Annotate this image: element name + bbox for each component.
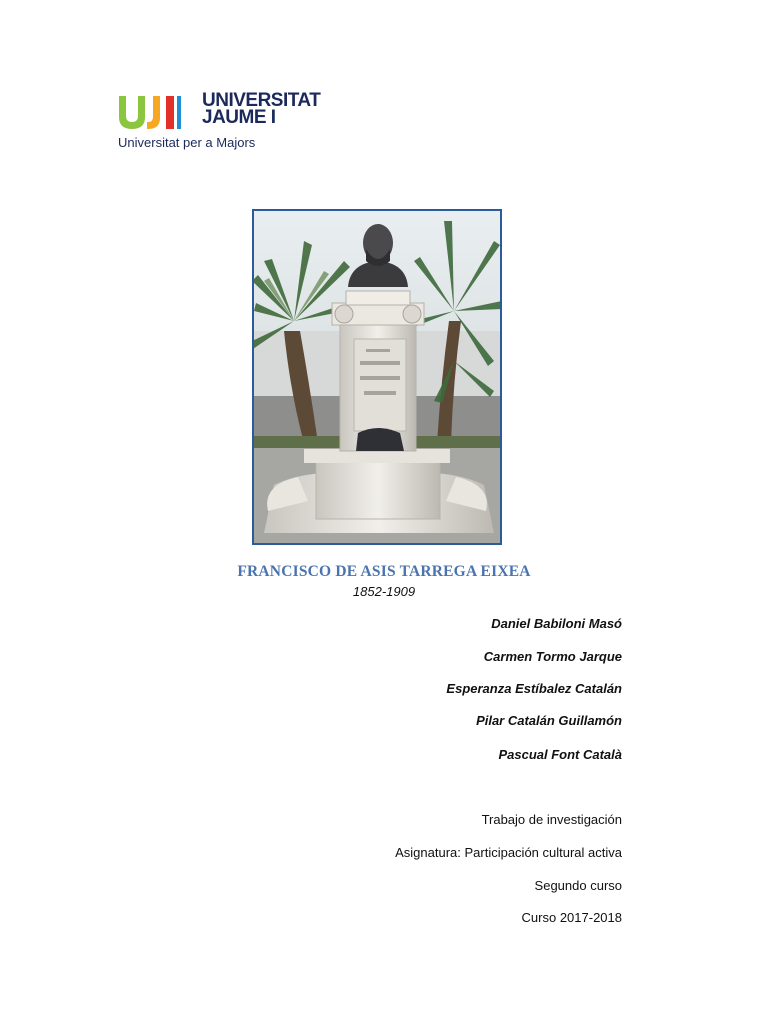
document-dates: 1852-1909 xyxy=(352,584,416,599)
author-name: Esperanza Estíbalez Catalán xyxy=(446,681,622,696)
university-logo xyxy=(110,88,328,160)
work-type: Trabajo de investigación xyxy=(481,812,622,827)
logo-wordmark-line1: UNIVERSITAT xyxy=(202,90,321,111)
author-name: Daniel Babiloni Masó xyxy=(491,616,622,631)
author-name: Carmen Tormo Jarque xyxy=(483,649,622,664)
uji-logo-mark-icon xyxy=(117,96,195,130)
author-name: Pascual Font Català xyxy=(498,747,622,762)
logo-wordmark-line2: JAUME I xyxy=(202,107,276,128)
monument-photo xyxy=(252,209,502,545)
logo-wordmark xyxy=(202,92,320,126)
author-name: Pilar Catalán Guillamón xyxy=(476,713,622,728)
subject-line: Asignatura: Participación cultural activa xyxy=(395,845,622,860)
academic-year: Curso 2017-2018 xyxy=(521,910,622,925)
logo-subtitle: Universitat per a Majors xyxy=(118,135,256,150)
course-level: Segundo curso xyxy=(534,878,622,893)
monument-photo-image xyxy=(254,211,500,543)
document-title: FRANCISCO DE ASIS TARREGA EIXEA xyxy=(237,563,531,580)
